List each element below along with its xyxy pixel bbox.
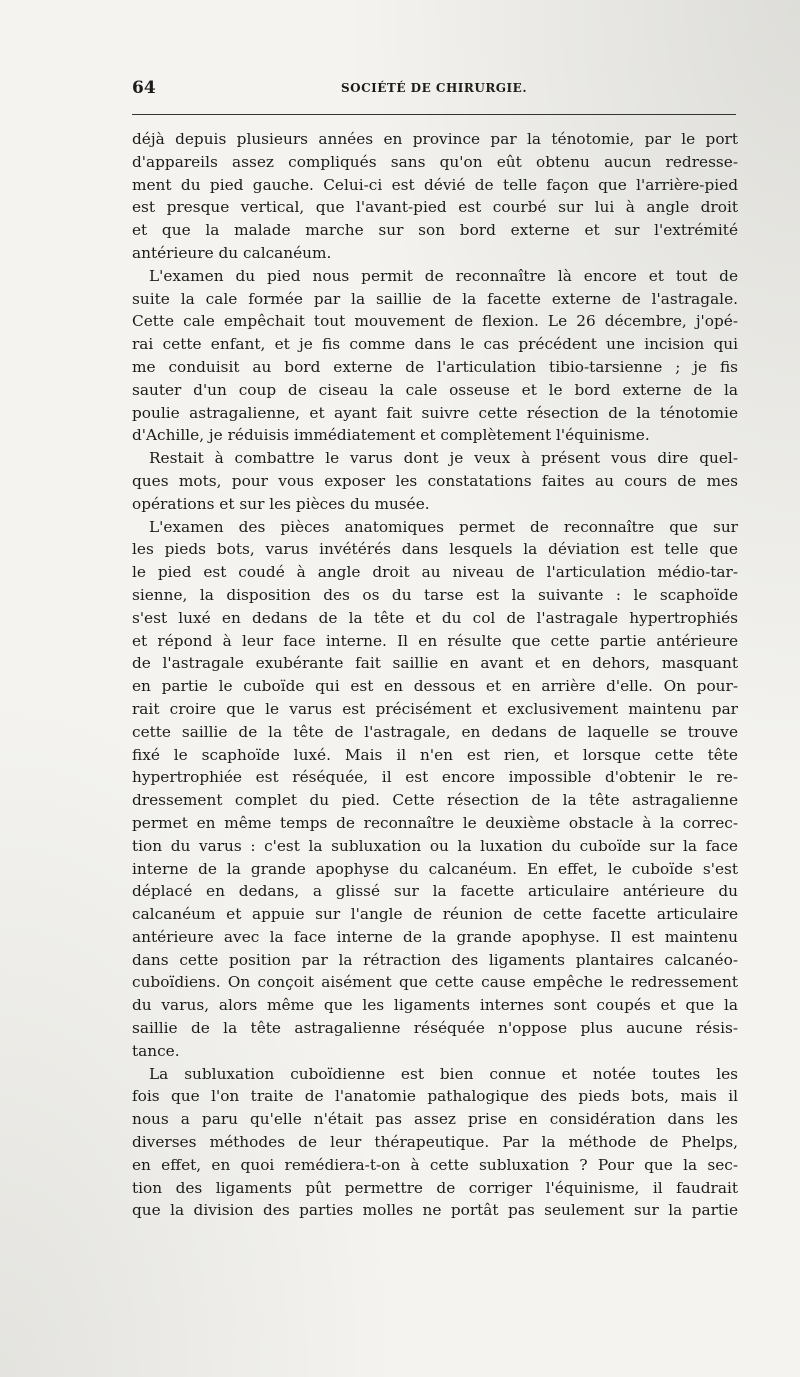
text-line: déplacé en dedans, a glissé sur la facette articulaire antérieure du	[132, 882, 738, 901]
text-line: dans cette position par la rétraction des ligaments plantaires calcanéo-	[132, 950, 738, 969]
text-line: tion du varus : c'est la subluxation ou la luxation du cuboïde sur la face	[132, 836, 738, 855]
text-line: d'Achille, je réduisis immédiatement et complètement l'équinisme.	[132, 426, 650, 445]
paragraph	[132, 265, 738, 447]
text-line: cette saillie de la tête de l'astragale, en dedans de laquelle se trouve	[132, 722, 738, 741]
running-title: SOCIÉTÉ DE CHIRURGIE.	[340, 81, 527, 95]
text-line: permet en même temps de reconnaître le deuxième obstacle à la correc-	[132, 813, 738, 832]
text-line: en partie le cuboïde qui est en dessous et en arrière d'elle. On pour-	[132, 677, 738, 696]
text-line: déjà depuis plusieurs années en province par la ténotomie, par le port	[132, 130, 738, 148]
text-line: L'examen des pièces anatomiques permet de reconnaître que sur	[149, 517, 738, 536]
page-header	[132, 78, 736, 102]
page-number: 64	[132, 78, 156, 98]
body-text	[132, 128, 738, 1222]
text-line: tion des ligaments pût permettre de corriger l'équinisme, il faudrait	[132, 1178, 738, 1197]
text-line: calcanéum et appuie sur l'angle de réunion de cette facette articulaire	[132, 905, 738, 924]
paragraph	[132, 516, 738, 1063]
text-line: du varus, alors même que les ligaments internes sont coupés et que la	[132, 996, 738, 1015]
text-line: en effet, en quoi remédiera-t-on à cette subluxation ? Pour que la sec-	[132, 1155, 738, 1174]
text-line: antérieure avec la face interne de la grande apophyse. Il est maintenu	[132, 927, 738, 946]
text-line: et répond à leur face interne. Il en résulte que cette partie antérieure	[132, 631, 738, 650]
text-line: ment du pied gauche. Celui-ci est dévié de telle façon que l'arrière-pied	[132, 175, 738, 194]
text-line: sauter d'un coup de ciseau la cale osseuse et le bord externe de la	[132, 380, 738, 399]
text-line: de l'astragale exubérante fait saillie en avant et en dehors, masquant	[132, 654, 738, 673]
text-line: hypertrophiée est réséquée, il est encore impossible d'obtenir le re-	[132, 768, 738, 787]
text-line: Restait à combattre le varus dont je veux à présent vous dire quel-	[149, 449, 738, 468]
paragraph	[132, 447, 738, 515]
text-line: poulie astragalienne, et ayant fait suivre cette résection de la ténotomie	[132, 403, 738, 422]
text-line: Cette cale empêchait tout mouvement de flexion. Le 26 décembre, j'opé-	[132, 312, 738, 331]
text-line: rai cette enfant, et je fis comme dans le cas précédent une incision qui	[132, 335, 738, 354]
text-line: et que la malade marche sur son bord externe et sur l'extrémité	[132, 221, 738, 240]
text-line: dressement complet du pied. Cette résection de la tête astragalienne	[132, 791, 738, 810]
text-line: sienne, la disposition des os du tarse est la suivante : le scaphoïde	[132, 585, 738, 604]
text-line: L'examen du pied nous permit de reconnaître là encore et tout de	[149, 266, 738, 285]
text-line: le pied est coudé à angle droit au niveau de l'articulation médio-tar-	[132, 563, 738, 582]
text-line: saillie de la tête astragalienne réséquée n'oppose plus aucune résis-	[132, 1019, 738, 1038]
text-line: d'appareils assez compliqués sans qu'on eût obtenu aucun redresse-	[132, 152, 738, 171]
text-line: que la division des parties molles ne portât pas seulement sur la partie	[132, 1201, 738, 1220]
text-line: suite la cale formée par la saillie de la facette externe de l'astragale.	[132, 289, 738, 308]
text-line: s'est luxé en dedans de la tête et du col de l'astragale hypertrophiés	[132, 608, 738, 627]
text-line: cuboïdiens. On conçoit aisément que cette cause empêche le redressement	[132, 973, 738, 992]
text-line: ques mots, pour vous exposer les constatations faites au cours de mes	[132, 471, 738, 490]
text-line: opérations et sur les pièces du musée.	[132, 494, 430, 513]
text-line: rait croire que le varus est précisément et exclusivement maintenu par	[132, 699, 738, 718]
text-line: nous a paru qu'elle n'était pas assez prise en considération dans les	[132, 1110, 738, 1129]
text-line: diverses méthodes de leur thérapeutique. Par la méthode de Phelps,	[132, 1133, 738, 1152]
paragraph	[132, 128, 738, 265]
header-rule	[132, 114, 736, 115]
text-line: tance.	[132, 1041, 180, 1060]
text-line: me conduisit au bord externe de l'articulation tibio-tarsienne ; je fis	[132, 357, 738, 376]
text-line: fois que l'on traite de l'anatomie pathalogique des pieds bots, mais il	[132, 1087, 738, 1106]
text-line: fixé le scaphoïde luxé. Mais il n'en est rien, et lorsque cette tête	[132, 745, 738, 764]
paragraph	[132, 1063, 738, 1223]
text-line: La subluxation cuboïdienne est bien connue et notée toutes les	[149, 1064, 738, 1083]
text-line: interne de la grande apophyse du calcanéum. En effet, le cuboïde s'est	[132, 859, 738, 878]
text-line: les pieds bots, varus invétérés dans lesquels la déviation est telle que	[132, 540, 738, 559]
text-line: est presque vertical, que l'avant-pied est courbé sur lui à angle droit	[132, 198, 738, 217]
text-line: antérieure du calcanéum.	[132, 243, 332, 262]
